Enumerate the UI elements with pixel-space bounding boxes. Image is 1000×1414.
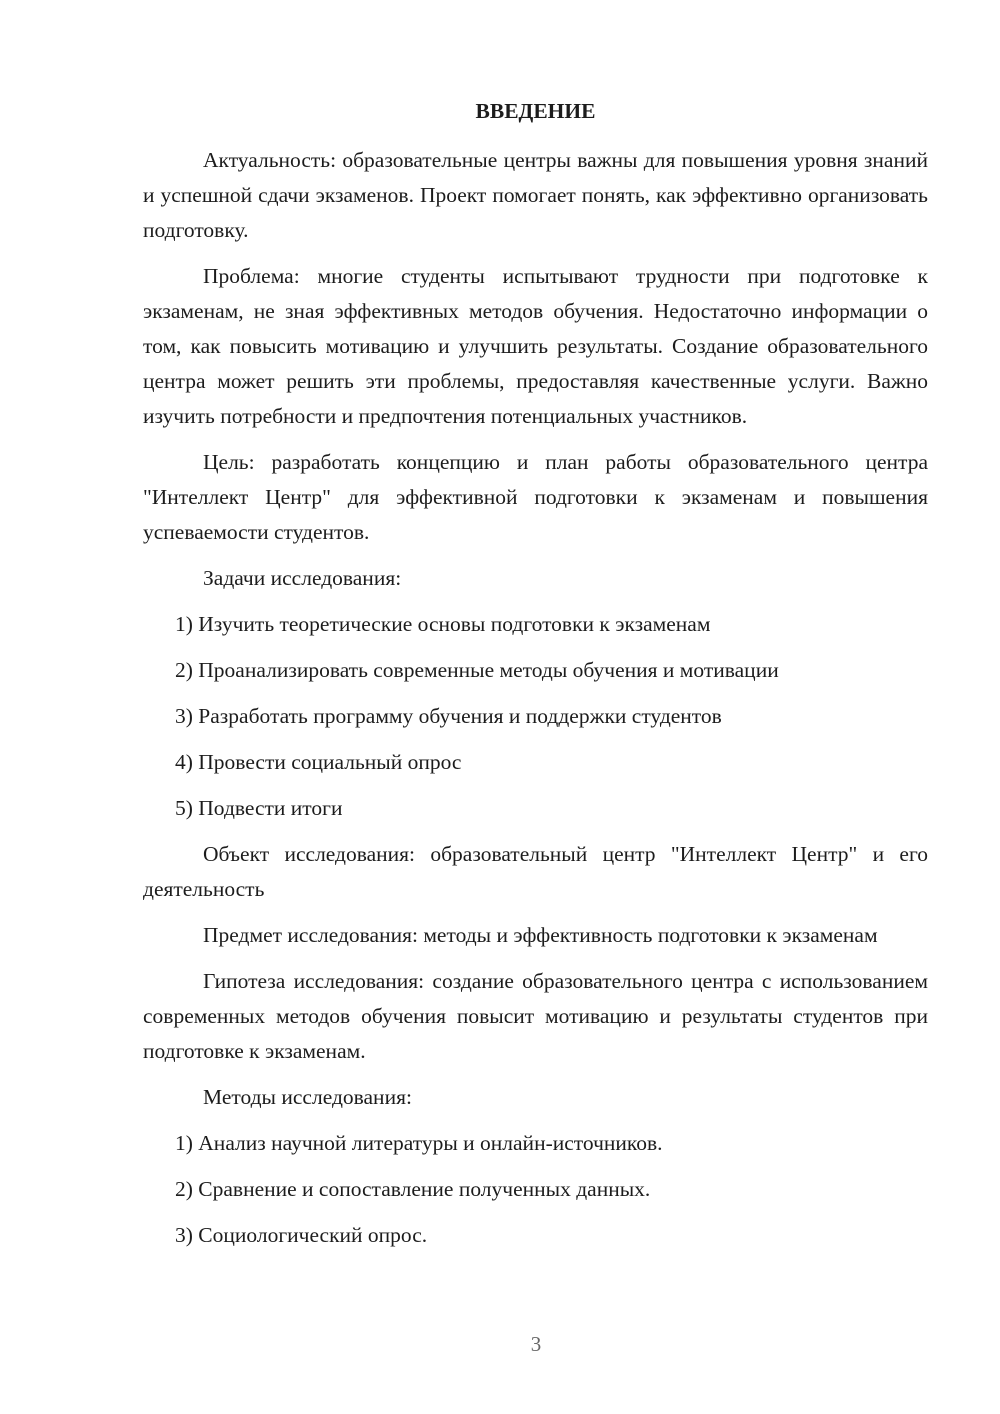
relevance-paragraph: Актуальность: образовательные центры важны для повышения уровня знаний и успешной сдачи экзаменов. Проект помогает понять, как эффективно организовать подготовку. bbox=[143, 148, 928, 242]
list-item: 2) Сравнение и сопоставление полученных данных. bbox=[175, 1177, 651, 1201]
list-item: 1) Анализ научной литературы и онлайн-источников. bbox=[175, 1131, 663, 1155]
list-item: 4) Провести социальный опрос bbox=[175, 750, 462, 774]
list-item: 1) Изучить теоретические основы подготовки к экзаменам bbox=[175, 612, 711, 636]
list-item: 3) Разработать программу обучения и поддержки студентов bbox=[175, 704, 722, 728]
hypothesis-paragraph: Гипотеза исследования: создание образовательного центра с использованием современных методов обучения повысит мотивацию и результаты студентов при подготовке к экзаменам. bbox=[143, 969, 928, 1063]
methods-heading: Методы исследования: bbox=[203, 1085, 412, 1109]
page-title: ВВЕДЕНИЕ bbox=[475, 99, 596, 123]
methods-list bbox=[143, 1126, 928, 1253]
subject-paragraph: Предмет исследования: методы и эффективность подготовки к экзаменам bbox=[203, 923, 878, 947]
tasks-heading: Задачи исследования: bbox=[203, 566, 402, 590]
problem-paragraph: Проблема: многие студенты испытывают трудности при подготовке к экзаменам, не зная эффективных методов обучения. Недостаточно информации о том, как повысить мотивацию и улучшить результаты. Создание образовательного центра может решить эти проблемы, предоставляя качественные услуги. Важно изучить потребности и предпочтения потенциальных участников. bbox=[143, 264, 928, 428]
goal-paragraph: Цель: разработать концепцию и план работы образовательного центра "Интеллект Центр" для эффективной подготовки к экзаменам и повышения успеваемости студентов. bbox=[143, 450, 928, 544]
list-item: 3) Социологический опрос. bbox=[175, 1223, 428, 1247]
page-number: 3 bbox=[530, 1332, 542, 1356]
document-page bbox=[143, 96, 928, 1264]
list-item: 2) Проанализировать современные методы обучения и мотивации bbox=[175, 658, 779, 682]
tasks-list bbox=[143, 607, 928, 826]
object-paragraph: Объект исследования: образовательный центр "Интеллект Центр" и его деятельность bbox=[143, 842, 928, 901]
list-item: 5) Подвести итоги bbox=[175, 796, 343, 820]
